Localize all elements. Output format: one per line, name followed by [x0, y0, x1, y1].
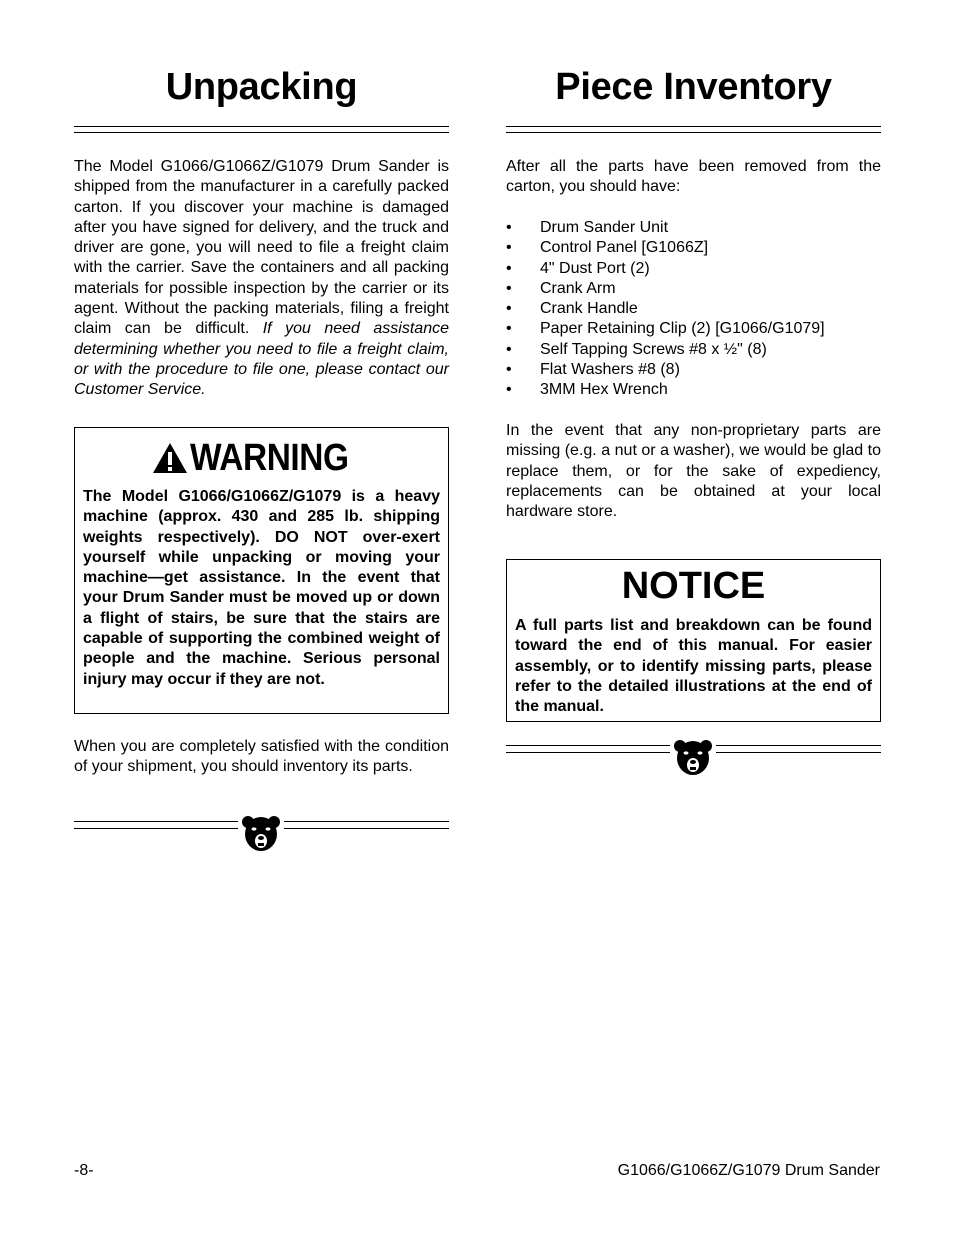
bullet: •	[506, 259, 512, 277]
section-end-divider	[506, 739, 881, 779]
bullet: •	[506, 340, 512, 358]
divider-line-left	[506, 745, 670, 753]
bullet: •	[506, 381, 512, 399]
missing-parts-text: In the event that any non-proprietary parts are missing (e.g. a nut or a washer), we would be glad to replace them, or for the sake of expediency, replacements can be obtained at your local hardware store.	[506, 422, 881, 521]
page-number: -8-	[74, 1162, 94, 1179]
warning-header	[75, 436, 448, 480]
divider-line-right	[284, 821, 449, 829]
divider-line-right	[716, 745, 881, 753]
list-item: • Control Panel [G1066Z]	[506, 238, 881, 258]
unpacking-intro-italic: If you need assistance determining whether you need to file a freight claim, or with the procedure to file one, please contact our Customer Service.	[74, 320, 449, 399]
bullet: •	[506, 239, 512, 257]
title-rule	[74, 126, 449, 133]
list-item: • Crank Handle	[506, 299, 881, 319]
list-item: • Self Tapping Screws #8 x ½" (8)	[506, 340, 881, 360]
bullet: •	[506, 300, 512, 318]
notice-label: NOTICE	[621, 565, 766, 607]
list-item: • Paper Retaining Clip (2) [G1066/G1079]	[506, 319, 881, 339]
notice-box	[506, 559, 881, 722]
unpacking-closing: When you are completely satisfied with the condition of your shipment, you should inventory its parts.	[74, 738, 449, 776]
divider-line-left	[74, 821, 238, 829]
unpacking-intro	[74, 157, 449, 401]
list-item: • Crank Arm	[506, 279, 881, 299]
bear-logo-icon	[673, 739, 713, 777]
piece-inventory-title: Piece Inventory	[555, 66, 832, 108]
list-item: • 4" Dust Port (2)	[506, 259, 881, 279]
warning-text: The Model G1066/G1066Z/G1079 is a heavy machine (approx. 430 and 285 lb. shipping weights respectively). DO NOT over-exert yourself while unpacking or moving your machine—get assistance. In the event that your Drum Sander must be moved up or down a flight of stairs, be sure that the stairs are capable of supporting the combined weight of people and the machine. Serious personal injury may occur if they are not.	[83, 488, 440, 688]
list-item: • Drum Sander Unit	[506, 218, 881, 238]
unpacking-intro-text: The Model G1066/G1066Z/G1079 Drum Sander is shipped from the manufacturer in a carefully packed carton. If you discover your machine is damaged after you have signed for delivery, and the truck and driver are gone, you will need to file a freight claim with the carrier. Save the containers and all packing materials for possible inspection by the carrier or its agent. Without the packing materials, filing a freight claim can be difficult.	[74, 158, 449, 338]
section-end-divider	[74, 815, 449, 855]
list-item: • Flat Washers #8 (8)	[506, 360, 881, 380]
manual-name: G1066/G1066Z/G1079 Drum Sander	[617, 1162, 880, 1179]
warning-box	[74, 427, 449, 714]
bullet: •	[506, 320, 512, 338]
warning-triangle-icon	[152, 442, 188, 474]
bullet: •	[506, 361, 512, 379]
warning-label: WARNING	[190, 437, 349, 479]
notice-text: A full parts list and breakdown can be found toward the end of this manual. For easier assembly, or to identify missing parts, please refer to the detailed illustrations at the end of the manual.	[515, 617, 872, 716]
title-rule	[506, 126, 881, 133]
inventory-intro: After all the parts have been removed from the carton, you should have:	[506, 158, 881, 196]
unpacking-title: Unpacking	[165, 66, 358, 108]
bullet: •	[506, 279, 512, 297]
list-item: • 3MM Hex Wrench	[506, 380, 881, 400]
bear-logo-icon	[241, 815, 281, 853]
parts-list	[506, 218, 881, 401]
bullet: •	[506, 219, 512, 236]
